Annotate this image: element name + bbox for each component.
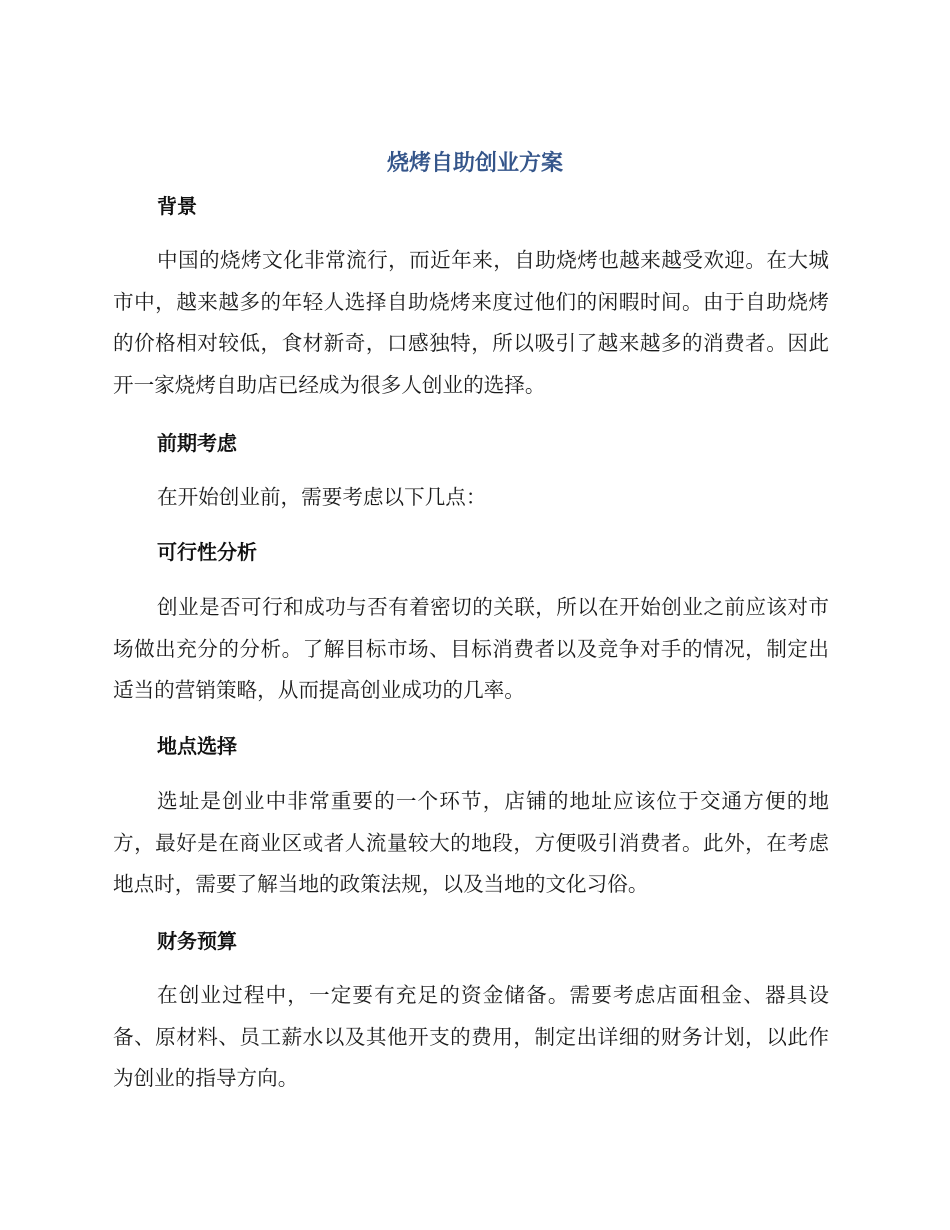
section-heading-budget: 财务预算 xyxy=(157,929,237,953)
section-body-location: 选址是创业中非常重要的一个环节，店铺的地址应该位于交通方便的地方，最好是在商业区或者人流量较大的地段，方便吸引消费者。此外，在考虑地点时，需要了解当地的政策法规，以及当地的文化习俗。 xyxy=(113,789,829,896)
section-heading-location: 地点选择 xyxy=(157,734,237,758)
section-body-budget: 在创业过程中，一定要有充足的资金储备。需要考虑店面租金、器具设备、原材料、员工薪水以及其他开支的费用，制定出详细的财务计划，以此作为创业的指导方向。 xyxy=(113,983,829,1090)
section-heading-background: 背景 xyxy=(157,194,197,218)
section-body-background: 中国的烧烤文化非常流行，而近年来，自助烧烤也越来越受欢迎。在大城市中，越来越多的年轻人选择自助烧烤来度过他们的闲暇时间。由于自助烧烤的价格相对较低，食材新奇，口感独特，所以吸引了越来越多的消费者。因此开一家烧烤自助店已经成为很多人创业的选择。 xyxy=(113,248,829,397)
section-heading-feasibility: 可行性分析 xyxy=(157,540,257,564)
section-heading-preliminary: 前期考虑 xyxy=(157,431,237,455)
section-body-preliminary: 在开始创业前，需要考虑以下几点： xyxy=(157,485,487,509)
section-body-feasibility: 创业是否可行和成功与否有着密切的关联，所以在开始创业之前应该对市场做出充分的分析。了解目标市场、目标消费者以及竞争对手的情况，制定出适当的营销策略，从而提高创业成功的几率。 xyxy=(113,595,829,702)
document-title: 烧烤自助创业方案 xyxy=(386,151,563,176)
